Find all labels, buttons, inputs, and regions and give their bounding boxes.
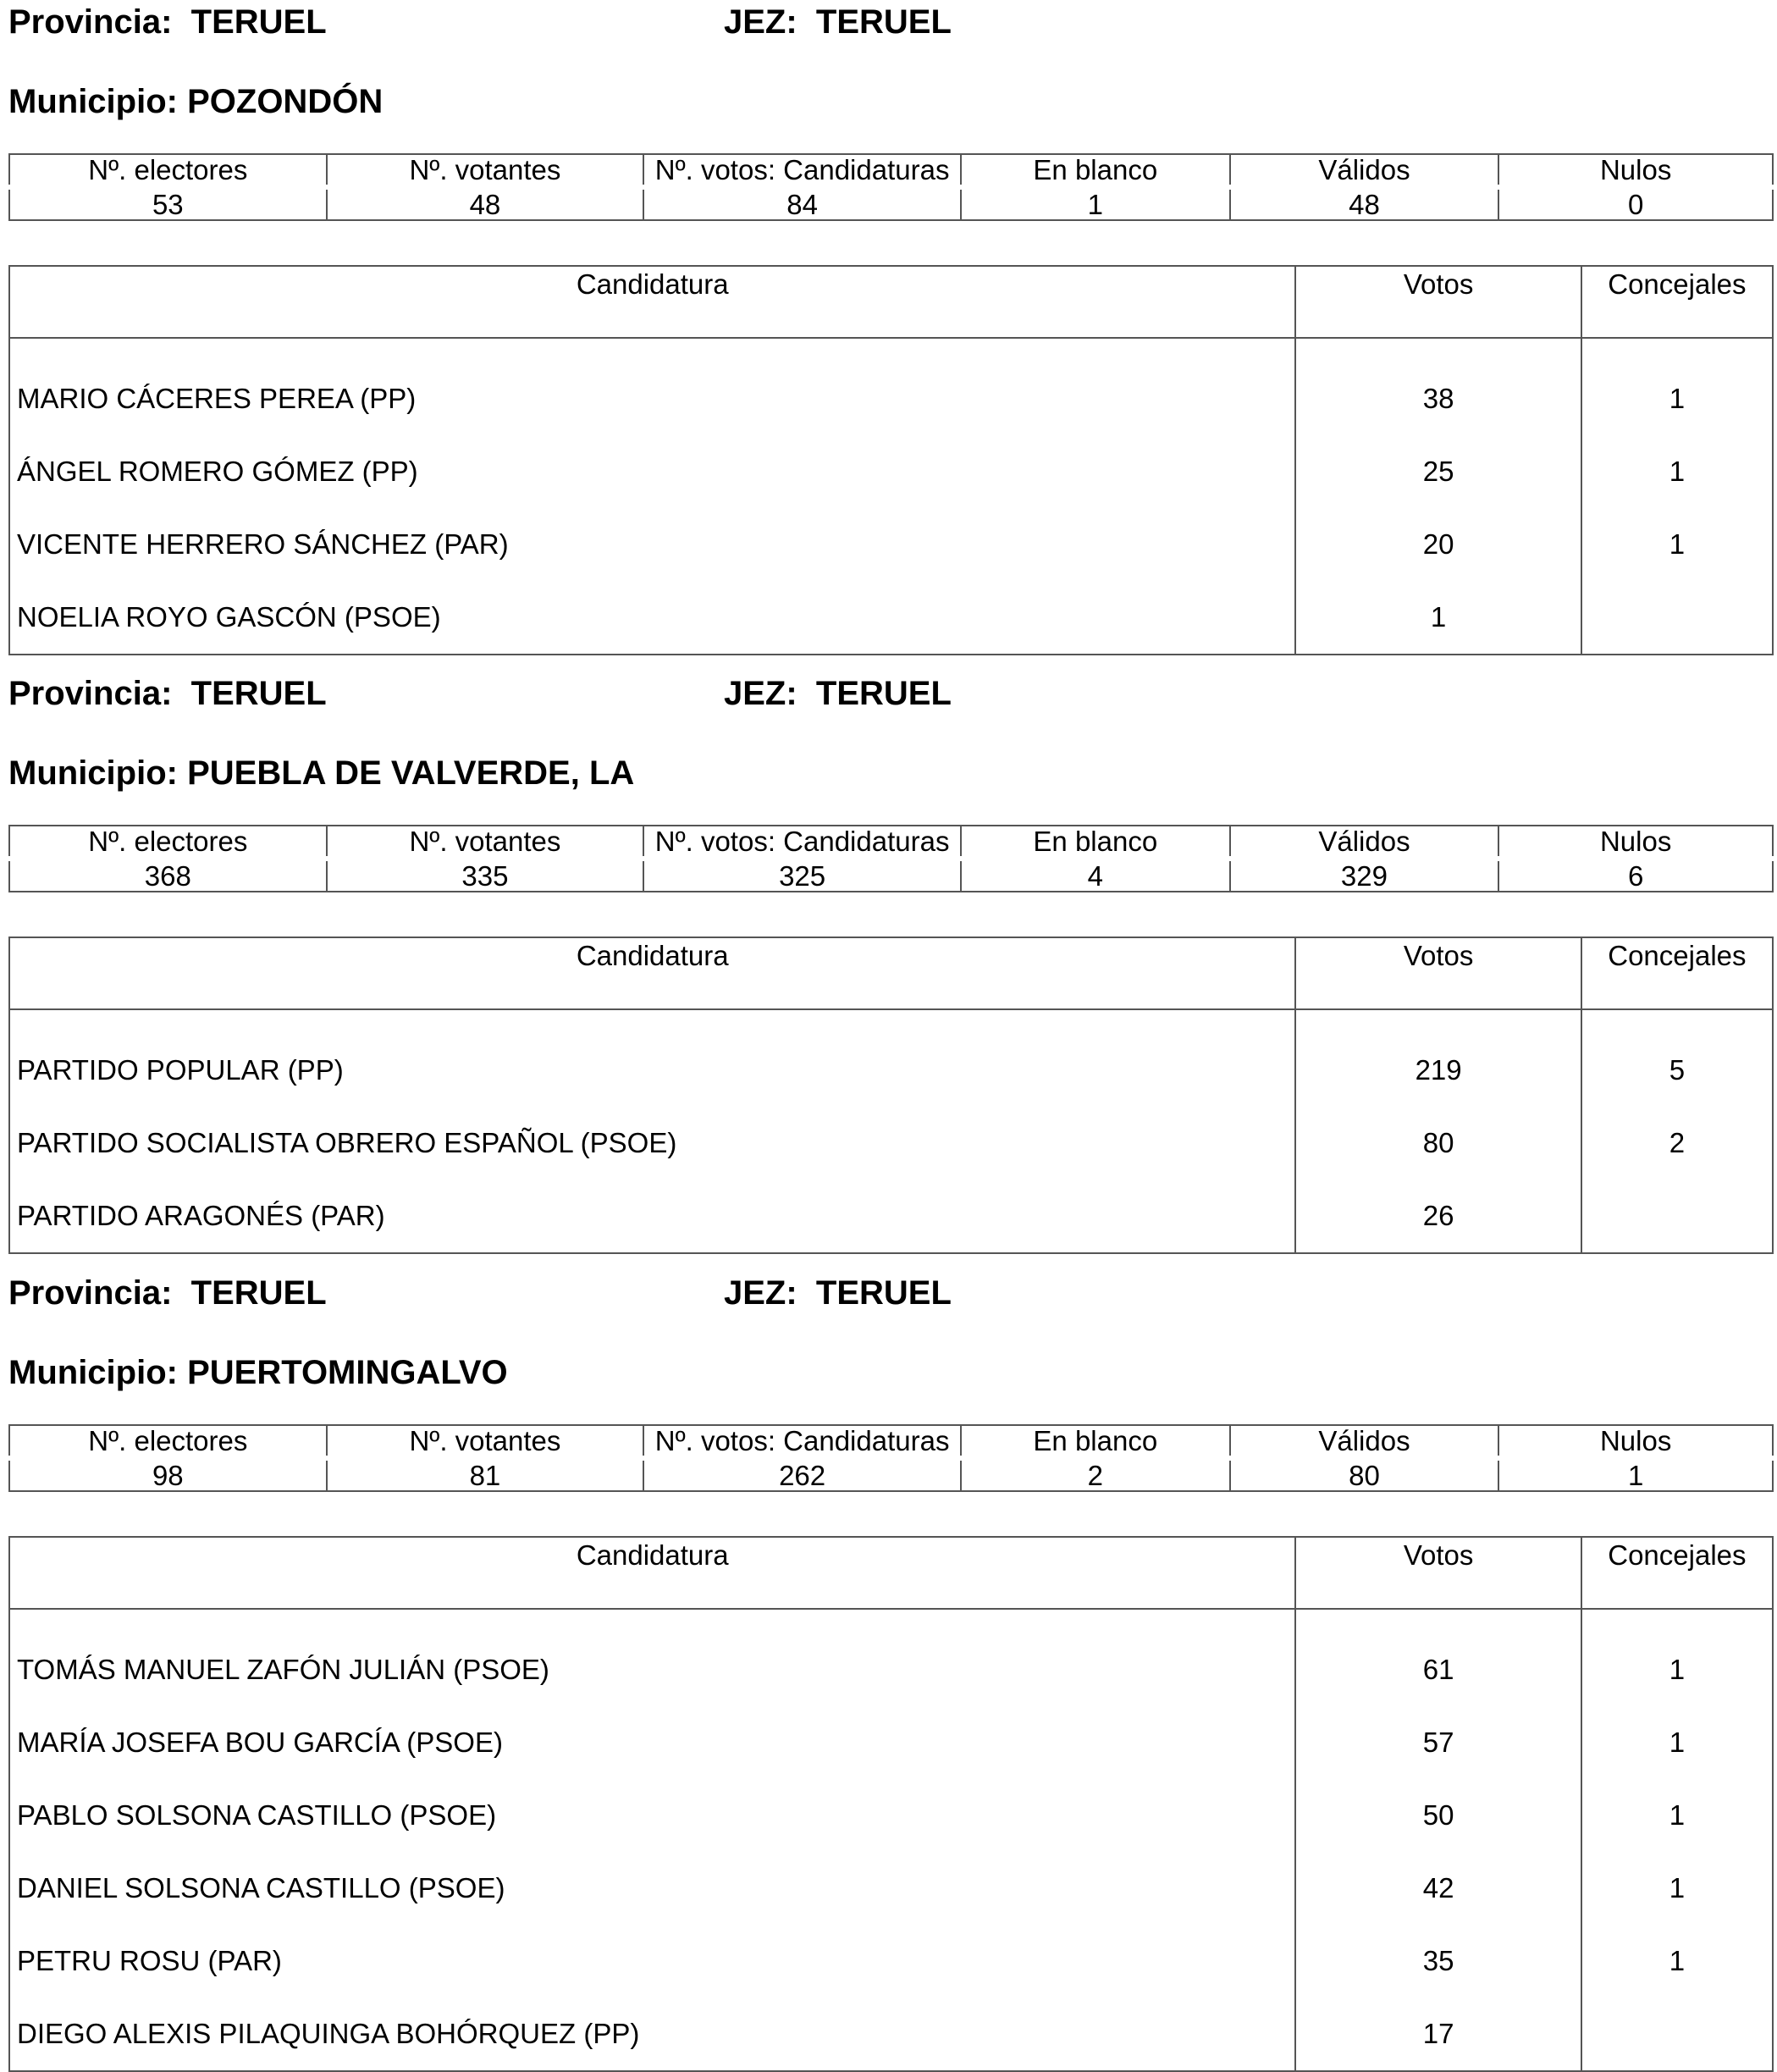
- candidate-name: PETRU ROSU (PAR): [9, 1925, 1295, 1997]
- table-row: [9, 1997, 1773, 2071]
- candidatura-header: Candidatura: [9, 1537, 1295, 1609]
- stats-value-cell: 325: [643, 859, 961, 892]
- candidate-concejales: 1: [1581, 435, 1773, 508]
- stats-header-cell: Nº. votantes: [327, 154, 644, 187]
- municipio-label: Municipio:: [8, 1354, 178, 1391]
- stats-value-cell: 48: [1230, 187, 1499, 220]
- stats-values-row: [9, 187, 1773, 220]
- stats-header-cell: Nº. votantes: [327, 826, 644, 859]
- jez-label: JEZ:: [724, 1274, 797, 1312]
- municipio-value: PUEBLA DE VALVERDE, LA: [187, 754, 635, 792]
- stats-value-cell: 368: [9, 859, 327, 892]
- table-row: [9, 1779, 1773, 1852]
- municipio-title: [8, 756, 634, 790]
- stats-header-cell: Nulos: [1498, 826, 1773, 859]
- candidate-votos: 219: [1295, 1009, 1581, 1107]
- municipio-title: [8, 85, 383, 119]
- candidate-name: MARIO CÁCERES PEREA (PP): [9, 338, 1295, 435]
- stats-value-cell: 84: [643, 187, 961, 220]
- stats-header-cell: Nº. votos: Candidaturas: [643, 826, 961, 859]
- provincia-value: TERUEL: [190, 3, 327, 41]
- candidate-votos: 35: [1295, 1925, 1581, 1997]
- candidate-votos: 50: [1295, 1779, 1581, 1852]
- candidate-concejales: 1: [1581, 1706, 1773, 1779]
- stats-value-cell: 0: [1498, 187, 1773, 220]
- candidate-name: ÁNGEL ROMERO GÓMEZ (PP): [9, 435, 1295, 508]
- candidate-votos: 80: [1295, 1107, 1581, 1180]
- stats-value-cell: 98: [9, 1458, 327, 1491]
- stats-header-cell: Válidos: [1230, 154, 1499, 187]
- table-row: [9, 1009, 1773, 1107]
- candidate-concejales: 1: [1581, 1779, 1773, 1852]
- candidate-concejales: [1581, 581, 1773, 655]
- candidaturas-header-row: [9, 1537, 1773, 1609]
- jez-value: TERUEL: [815, 3, 952, 41]
- stats-header-cell: Nº. electores: [9, 826, 327, 859]
- stats-header-cell: Nulos: [1498, 1425, 1773, 1458]
- stats-value-cell: 6: [1498, 859, 1773, 892]
- candidaturas-header-row: [9, 266, 1773, 338]
- candidate-name: MARÍA JOSEFA BOU GARCÍA (PSOE): [9, 1706, 1295, 1779]
- candidaturas-table: [8, 1536, 1774, 2072]
- candidate-votos: 20: [1295, 508, 1581, 581]
- candidatura-header: Candidatura: [9, 266, 1295, 338]
- candidate-concejales: [1581, 1180, 1773, 1253]
- table-row: [9, 1925, 1773, 1997]
- stats-header-row: [9, 826, 1773, 859]
- jez-header: [724, 677, 952, 710]
- candidate-name: DANIEL SOLSONA CASTILLO (PSOE): [9, 1852, 1295, 1925]
- stats-header-cell: Nº. electores: [9, 154, 327, 187]
- candidate-votos: 25: [1295, 435, 1581, 508]
- candidate-concejales: [1581, 1997, 1773, 2071]
- candidate-votos: 17: [1295, 1997, 1581, 2071]
- stats-value-cell: 80: [1230, 1458, 1499, 1491]
- candidate-concejales: 1: [1581, 508, 1773, 581]
- stats-header-cell: Nulos: [1498, 154, 1773, 187]
- candidate-name: PARTIDO POPULAR (PP): [9, 1009, 1295, 1107]
- table-row: [9, 1706, 1773, 1779]
- stats-value-cell: 335: [327, 859, 644, 892]
- municipio-value: POZONDÓN: [187, 83, 384, 120]
- table-row: [9, 508, 1773, 581]
- stats-value-cell: 1: [961, 187, 1230, 220]
- stats-table: [8, 825, 1774, 892]
- candidaturas-header-row: [9, 937, 1773, 1009]
- candidate-concejales: 1: [1581, 1852, 1773, 1925]
- stats-header-cell: En blanco: [961, 826, 1230, 859]
- provincia-label: Provincia:: [8, 675, 173, 712]
- provincia-label: Provincia:: [8, 3, 173, 41]
- table-row: [9, 338, 1773, 435]
- candidate-concejales: 5: [1581, 1009, 1773, 1107]
- candidate-concejales: 2: [1581, 1107, 1773, 1180]
- candidate-concejales: 1: [1581, 1609, 1773, 1706]
- provincia-value: TERUEL: [190, 675, 327, 712]
- stats-values-row: [9, 859, 1773, 892]
- stats-header-cell: Válidos: [1230, 826, 1499, 859]
- stats-value-cell: 329: [1230, 859, 1499, 892]
- stats-header-cell: En blanco: [961, 154, 1230, 187]
- stats-header-cell: Nº. electores: [9, 1425, 327, 1458]
- candidate-name: PABLO SOLSONA CASTILLO (PSOE): [9, 1779, 1295, 1852]
- stats-value-cell: 2: [961, 1458, 1230, 1491]
- concejales-header: Concejales: [1581, 937, 1773, 1009]
- candidate-votos: 57: [1295, 1706, 1581, 1779]
- stats-value-cell: 262: [643, 1458, 961, 1491]
- stats-header-cell: Nº. votos: Candidaturas: [643, 154, 961, 187]
- municipio-title: [8, 1356, 508, 1390]
- jez-label: JEZ:: [724, 675, 797, 712]
- candidate-concejales: 1: [1581, 1925, 1773, 1997]
- municipio-label: Municipio:: [8, 754, 178, 792]
- candidate-concejales: 1: [1581, 338, 1773, 435]
- jez-value: TERUEL: [815, 1274, 952, 1312]
- provincia-value: TERUEL: [190, 1274, 327, 1312]
- candidate-name: PARTIDO ARAGONÉS (PAR): [9, 1180, 1295, 1253]
- stats-header-row: [9, 154, 1773, 187]
- municipio-value: PUERTOMINGALVO: [187, 1354, 508, 1391]
- candidate-name: VICENTE HERRERO SÁNCHEZ (PAR): [9, 508, 1295, 581]
- stats-value-cell: 4: [961, 859, 1230, 892]
- candidate-votos: 42: [1295, 1852, 1581, 1925]
- municipio-label: Municipio:: [8, 83, 178, 120]
- provincia-label: Provincia:: [8, 1274, 173, 1312]
- candidate-votos: 38: [1295, 338, 1581, 435]
- stats-table: [8, 153, 1774, 221]
- votos-header: Votos: [1295, 266, 1581, 338]
- candidate-name: TOMÁS MANUEL ZAFÓN JULIÁN (PSOE): [9, 1609, 1295, 1706]
- jez-header: [724, 1276, 952, 1310]
- jez-value: TERUEL: [815, 675, 952, 712]
- table-row: [9, 1609, 1773, 1706]
- candidaturas-table: [8, 937, 1774, 1254]
- candidate-votos: 61: [1295, 1609, 1581, 1706]
- jez-label: JEZ:: [724, 3, 797, 41]
- votos-header: Votos: [1295, 1537, 1581, 1609]
- candidate-name: NOELIA ROYO GASCÓN (PSOE): [9, 581, 1295, 655]
- stats-values-row: [9, 1458, 1773, 1491]
- stats-header-cell: Nº. votos: Candidaturas: [643, 1425, 961, 1458]
- stats-header-cell: Nº. votantes: [327, 1425, 644, 1458]
- table-row: [9, 1852, 1773, 1925]
- table-row: [9, 581, 1773, 655]
- table-row: [9, 1107, 1773, 1180]
- provincia-header: [8, 5, 327, 39]
- candidate-name: DIEGO ALEXIS PILAQUINGA BOHÓRQUEZ (PP): [9, 1997, 1295, 2071]
- table-row: [9, 435, 1773, 508]
- candidatura-header: Candidatura: [9, 937, 1295, 1009]
- candidate-name: PARTIDO SOCIALISTA OBRERO ESPAÑOL (PSOE): [9, 1107, 1295, 1180]
- stats-value-cell: 48: [327, 187, 644, 220]
- stats-value-cell: 81: [327, 1458, 644, 1491]
- candidate-votos: 1: [1295, 581, 1581, 655]
- stats-header-row: [9, 1425, 1773, 1458]
- stats-header-cell: En blanco: [961, 1425, 1230, 1458]
- stats-value-cell: 53: [9, 187, 327, 220]
- stats-value-cell: 1: [1498, 1458, 1773, 1491]
- table-row: [9, 1180, 1773, 1253]
- stats-table: [8, 1424, 1774, 1492]
- candidate-votos: 26: [1295, 1180, 1581, 1253]
- provincia-header: [8, 677, 327, 710]
- concejales-header: Concejales: [1581, 1537, 1773, 1609]
- candidaturas-table: [8, 265, 1774, 655]
- jez-header: [724, 5, 952, 39]
- votos-header: Votos: [1295, 937, 1581, 1009]
- stats-header-cell: Válidos: [1230, 1425, 1499, 1458]
- concejales-header: Concejales: [1581, 266, 1773, 338]
- provincia-header: [8, 1276, 327, 1310]
